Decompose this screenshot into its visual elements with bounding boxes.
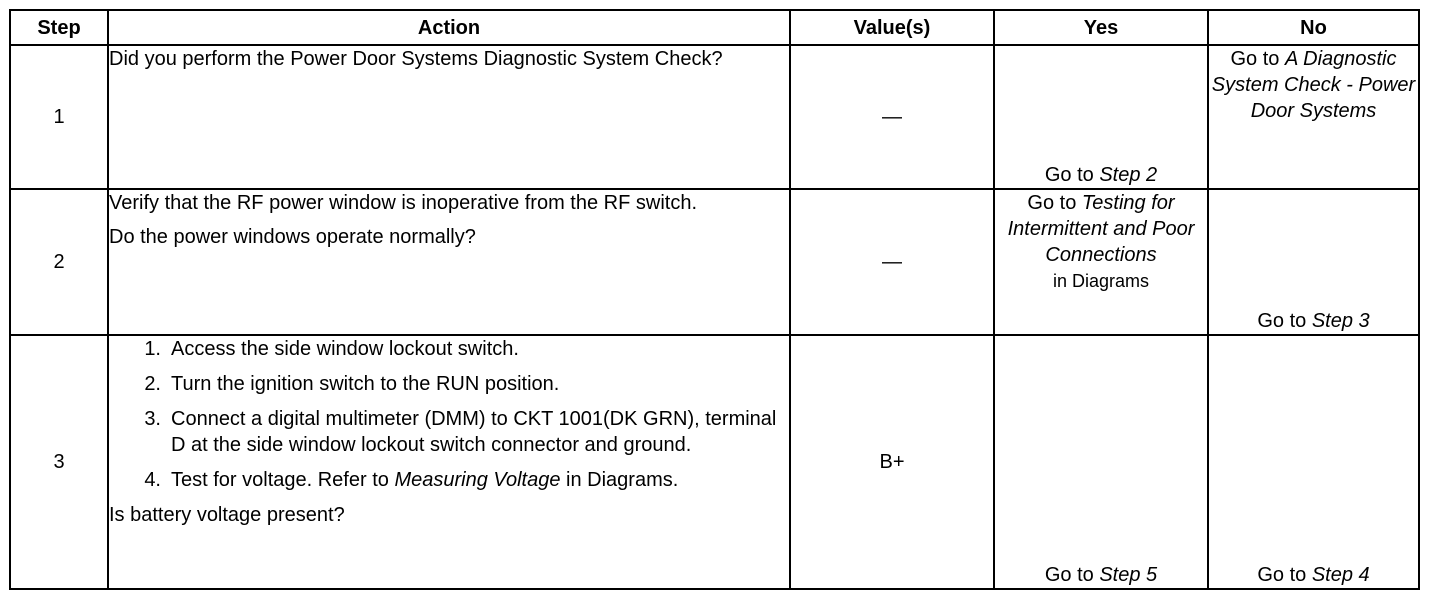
action-text: Verify that the RF power window is inoperative from the RF switch.	[109, 192, 698, 214]
yes-cell	[994, 45, 1208, 189]
substep-text: Access the side window lockout switch.	[171, 338, 519, 360]
substep-item	[109, 336, 789, 362]
header-action: Action	[108, 10, 790, 45]
substep-list	[109, 336, 789, 493]
substep-text-suffix: in Diagrams.	[560, 469, 679, 491]
no-cell	[1208, 189, 1419, 335]
substep-number: 1.	[144, 338, 161, 360]
no-prefix: Go to	[1230, 48, 1285, 70]
header-no: No	[1208, 10, 1419, 45]
action-text: Did you perform the Power Door Systems Diagnostic System Check?	[109, 48, 723, 70]
yes-cell	[994, 189, 1208, 335]
no-link[interactable]: A Diagnostic System Check - Power Door Systems	[1211, 48, 1416, 122]
measuring-voltage-link[interactable]: Measuring Voltage	[394, 469, 561, 491]
no-cell	[1208, 45, 1419, 189]
action-question: Do the power windows operate normally?	[109, 226, 476, 248]
table-row	[10, 45, 1419, 189]
no-cell	[1208, 335, 1419, 589]
diagnostic-table	[9, 9, 1420, 590]
yes-link[interactable]: Step 2	[1099, 164, 1158, 186]
yes-prefix: Go to	[1044, 564, 1100, 586]
step-number: 2	[10, 189, 108, 335]
yes-prefix: Go to	[1027, 192, 1082, 214]
no-link[interactable]: Step 4	[1311, 564, 1370, 586]
header-yes: Yes	[994, 10, 1208, 45]
value-cell: —	[790, 45, 994, 189]
yes-prefix: Go to	[1044, 164, 1100, 186]
substep-item	[109, 467, 789, 493]
step-number: 3	[10, 335, 108, 589]
no-link[interactable]: Step 3	[1311, 310, 1370, 332]
substep-item	[109, 406, 789, 458]
value-cell: —	[790, 189, 994, 335]
substep-number: 4.	[144, 469, 161, 491]
header-row	[10, 10, 1419, 45]
substep-number: 3.	[144, 408, 161, 430]
substep-text	[171, 467, 789, 493]
no-prefix: Go to	[1257, 564, 1312, 586]
substep-text: Connect a digital multimeter (DMM) to CKT 1001(DK GRN), terminal D at the side window lockout switch connector and ground.	[171, 408, 777, 456]
yes-link[interactable]: Testing for Intermittent and Poor Connections	[1007, 192, 1195, 266]
step-number: 1	[10, 45, 108, 189]
yes-suffix: in Diagrams	[1052, 271, 1150, 291]
table-row	[10, 335, 1419, 589]
substep-number: 2.	[144, 373, 161, 395]
yes-cell	[994, 335, 1208, 589]
substep-text: Turn the ignition switch to the RUN position.	[171, 373, 560, 395]
substep-text-prefix: Test for voltage. Refer to	[171, 469, 395, 491]
table-row	[10, 189, 1419, 335]
action-cell	[108, 45, 790, 189]
action-cell	[108, 189, 790, 335]
value-cell: B+	[790, 335, 994, 589]
no-prefix: Go to	[1257, 310, 1312, 332]
substep-item	[109, 371, 789, 397]
action-question: Is battery voltage present?	[109, 504, 345, 526]
yes-link[interactable]: Step 5	[1099, 564, 1158, 586]
header-value: Value(s)	[790, 10, 994, 45]
action-cell	[108, 335, 790, 589]
header-step: Step	[10, 10, 108, 45]
